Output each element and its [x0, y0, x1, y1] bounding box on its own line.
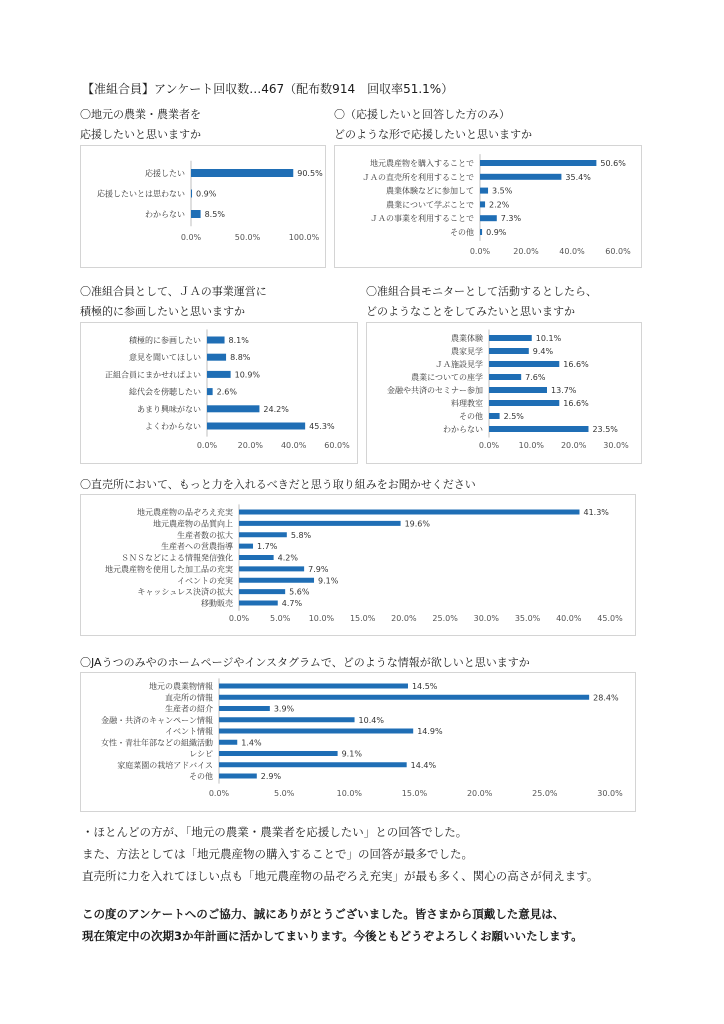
chart-4-category-label: 農家見学 [451, 347, 483, 356]
chart-6-data-label: 9.1% [341, 749, 362, 759]
chart-2-bar [480, 160, 596, 166]
chart-5-tick-label: 45.0% [597, 614, 623, 623]
chart-3-tick-label: 0.0% [196, 441, 218, 450]
chart-5-bar [239, 589, 285, 594]
chart-5-tick-label: 30.0% [473, 614, 500, 623]
chart-5-bar [239, 601, 278, 606]
chart-6-tick-label: 25.0% [532, 789, 558, 798]
chart-1-bar [191, 210, 201, 218]
question-4-line-1: 〇准組合員モニターとして活動するとしたら、 [366, 285, 597, 298]
chart-6-data-label: 2.9% [260, 772, 282, 781]
thanks-line-1: この度のアンケートへのご協力、誠にありがとうございました。皆さまから頂戴した意見は、 [82, 907, 565, 921]
chart-5-tick-label: 5.0% [270, 614, 291, 623]
chart-1-tick-label: 0.0% [180, 233, 202, 242]
chart-5-tick-label: 10.0% [308, 614, 335, 623]
chart-5-tick-label: 20.0% [391, 614, 417, 623]
chart-6-tick-label: 0.0% [208, 789, 230, 798]
chart-6-bar [219, 751, 338, 756]
chart-5-data-label: 7.9% [308, 564, 329, 574]
chart-1-tick-label: 50.0% [234, 233, 261, 242]
chart-6-data-label: 14.4% [410, 760, 437, 770]
chart-6-data-label: 10.4% [358, 715, 384, 725]
chart-6-bar [219, 706, 270, 711]
chart-3-data-label: 45.3% [309, 422, 335, 431]
chart-6-tick-label: 20.0% [466, 789, 493, 798]
chart-4-bar [489, 387, 547, 393]
chart-4-bar [489, 335, 532, 341]
chart-5-category-label: 移動販売 [201, 599, 233, 608]
chart-3-data-label: 8.8% [230, 353, 251, 363]
chart-6-data-label: 14.5% [411, 682, 438, 691]
chart-4-data-label: 13.7% [550, 386, 577, 395]
chart-5-category-label: 生産者への営農指導 [161, 542, 233, 552]
chart-2-data-label: 50.6% [600, 159, 626, 168]
chart-5-category-label: 生産者数の拡大 [177, 530, 233, 540]
chart-4-data-label: 7.6% [525, 373, 546, 382]
chart-4-data-label: 16.6% [563, 360, 589, 369]
summary-line-2: また、方法としては「地元農産物の購入することで」の回答が最多でした。 [82, 847, 473, 861]
chart-2-data-label: 35.4% [565, 172, 591, 182]
chart-4-category-label: 農業体験 [451, 334, 483, 343]
chart-6-tick-label: 5.0% [274, 789, 295, 798]
chart-1-tick-label: 100.0% [288, 233, 320, 242]
chart-1-bar [191, 169, 293, 177]
chart-2-category-label: ＪＡの直売所を利用することで [362, 172, 474, 182]
question-5: 〇直売所において、もっと力を入れるべきだと思う取り組みをお聞かせください [80, 478, 476, 491]
chart-2-tick-label: 0.0% [469, 247, 491, 256]
chart-2-data-label: 3.5% [492, 186, 513, 196]
chart-2-category-label: 農業体験などに参加して [386, 186, 474, 196]
chart-6-category-label: 生産者の紹介 [165, 704, 213, 714]
chart-5-bar [239, 544, 253, 549]
chart-2-data-label: 0.9% [486, 228, 507, 237]
chart-3-bar [207, 423, 305, 430]
chart-3-data-label: 24.2% [263, 404, 289, 414]
chart-6-bar [219, 717, 355, 722]
chart-3-category-label: あまり興味がない [137, 404, 201, 414]
chart-6-category-label: 地元の農業物情報 [149, 682, 213, 691]
chart-3-data-label: 10.9% [234, 370, 261, 380]
question-3-line-2: 積極的に参画したいと思いますか [80, 305, 245, 318]
chart-2-bar [480, 229, 482, 235]
chart-5-tick-label: 35.0% [514, 614, 541, 623]
chart-3-bar [207, 405, 259, 412]
chart-4-data-label: 2.5% [503, 412, 524, 421]
chart-5-tick-label: 25.0% [432, 614, 458, 623]
chart-1-category-label: 応援したい [145, 169, 185, 178]
chart-1-category-label: 応援したいとは思わない [97, 189, 185, 199]
chart-5-data-label: 4.7% [281, 599, 303, 608]
chart-5-bar [239, 555, 274, 560]
chart-4-bar [489, 361, 559, 367]
chart-5-data-label: 4.2% [277, 553, 298, 563]
chart-5-category-label: 地元農産物を使用した加工品の充実 [105, 564, 233, 574]
chart-6-bar [219, 762, 407, 767]
chart-2-data-label: 7.3% [500, 214, 522, 224]
chart-5-bar [239, 566, 304, 571]
chart-3-category-label: 積極的に参画したい [129, 336, 201, 345]
chart-6-data-label: 3.9% [273, 704, 295, 714]
chart-6-data-label: 1.4% [241, 738, 262, 748]
chart-3-tick-label: 60.0% [324, 441, 350, 450]
chart-1-bar [191, 190, 192, 198]
question-2-line-1: 〇（応援したいと回答した方のみ） [334, 108, 510, 121]
chart-3-tick-label: 40.0% [280, 441, 307, 450]
chart-5-data-label: 5.6% [289, 587, 310, 597]
chart-3-bar [207, 337, 225, 344]
chart-1-data-label: 0.9% [196, 189, 217, 199]
thanks-line-2: 現在策定中の次期3か年計画に活かしてまいります。今後ともどうぞよろしくお願いいたします。 [82, 929, 583, 943]
chart-4-category-label: ＪＡ施設見学 [435, 360, 483, 369]
chart-1-category-label: わからない [145, 210, 185, 219]
chart-6-category-label: 金融・共済のキャンペーン情報 [101, 715, 213, 725]
chart-5-category-label: イベントの充実 [177, 576, 233, 586]
chart-5-bar [239, 510, 579, 515]
chart-3-category-label: 総代会を傍聴したい [129, 387, 201, 397]
chart-6-tick-label: 15.0% [401, 789, 428, 798]
chart-4-category-label: 料理教室 [451, 399, 483, 408]
chart-5-tick-label: 15.0% [349, 614, 376, 623]
chart-4-category-label: わからない [443, 425, 483, 434]
chart-4-tick-label: 10.0% [518, 441, 545, 450]
summary-line-1: ・ほとんどの方が、「地元の農業・農業者を応援したい」との回答でした。 [82, 825, 468, 839]
chart-3-data-label: 8.1% [228, 336, 249, 345]
chart-4-category-label: 金融や共済のセミナー参加 [387, 386, 483, 395]
chart-2-category-label: 地元農産物を購入することで [370, 159, 474, 168]
chart-5-bar [239, 521, 401, 526]
chart-5-data-label: 9.1% [318, 576, 339, 586]
chart-4-tick-label: 30.0% [603, 441, 629, 450]
chart-5-data-label: 5.8% [290, 530, 312, 540]
chart-6-category-label: イベント情報 [165, 727, 213, 736]
chart-2-bar [480, 215, 497, 221]
chart-6-tick-label: 10.0% [336, 789, 363, 798]
chart-5-data-label: 19.6% [404, 519, 431, 529]
chart-5-bar [239, 578, 314, 583]
chart-4-bar [489, 400, 559, 406]
chart-2-bar [480, 201, 485, 207]
chart-4-bar [489, 426, 588, 432]
chart-3-category-label: よくわからない [145, 422, 201, 431]
chart-6-data-label: 28.4% [593, 693, 619, 703]
chart-3-data-label: 2.6% [216, 387, 237, 397]
chart-6-category-label: 家庭菜園の栽培アドバイス [117, 760, 213, 770]
chart-6-data-label: 14.9% [417, 727, 443, 736]
chart-4-data-label: 23.5% [592, 425, 618, 434]
chart-6-bar [219, 684, 408, 689]
chart-3-bar [207, 371, 231, 378]
chart-2-bar [480, 174, 561, 180]
chart-6-bar [219, 740, 237, 745]
chart-6-bar [219, 729, 413, 734]
chart-5-tick-label: 0.0% [228, 614, 250, 623]
chart-2-data-label: 2.2% [489, 200, 510, 210]
chart-5-category-label: 地元農産物の品ぞろえ充実 [137, 508, 233, 517]
question-1-line-2: 応援したいと思いますか [80, 128, 201, 141]
chart-2-bar [480, 188, 488, 194]
chart-5-category-label: キャッシュレス決済の拡大 [137, 587, 233, 597]
chart-5-tick-label: 40.0% [556, 614, 582, 623]
chart-3-bar [207, 354, 226, 361]
chart-4-bar [489, 413, 500, 419]
chart-6-bar [219, 695, 589, 700]
chart-5-data-label: 1.7% [257, 542, 278, 552]
chart-2-category-label: ＪＡの事業を利用することで [370, 214, 474, 224]
chart-3-tick-label: 20.0% [237, 441, 264, 450]
chart-1-data-label: 90.5% [297, 169, 323, 178]
chart-2-tick-label: 60.0% [605, 247, 631, 256]
chart-3-category-label: 正組合員にまかせればよい [105, 370, 201, 380]
chart-4-tick-label: 20.0% [560, 441, 587, 450]
chart-5-category-label: 地元農産物の品質向上 [153, 519, 233, 529]
question-1-line-1: 〇地元の農業・農業者を [80, 108, 201, 121]
chart-2-tick-label: 20.0% [513, 247, 539, 256]
question-6: 〇JAうつのみやのホームページやインスタグラムで、どのような情報が欲しいと思いますか [80, 656, 530, 669]
chart-6-category-label: 直売所の情報 [165, 693, 213, 703]
chart-4-data-label: 16.6% [563, 399, 589, 408]
chart-4-category-label: その他 [459, 412, 483, 421]
chart-6-category-label: その他 [189, 772, 213, 781]
chart-4-data-label: 9.4% [532, 347, 554, 356]
chart-4-data-label: 10.1% [535, 334, 562, 343]
summary-line-3: 直売所に力を入れてほしい点も「地元農産物の品ぞろえ充実」が最も多く、関心の高さが伺えます。 [82, 869, 599, 883]
chart-2-tick-label: 40.0% [559, 247, 585, 256]
chart-1-data-label: 8.5% [204, 210, 225, 219]
chart-3-bar [207, 388, 213, 395]
chart-6-bar [219, 774, 257, 779]
chart-4-bar [489, 348, 529, 354]
question-3-line-1: 〇准組合員として、ＪＡの事業運営に [80, 285, 267, 298]
chart-2-category-label: その他 [450, 228, 474, 237]
chart-5-category-label: ＳＮＳなどによる情報発信強化 [121, 553, 233, 563]
chart-6-category-label: 女性・青壮年部などの組織活動 [101, 738, 213, 748]
chart-3-category-label: 意見を聞いてほしい [129, 353, 201, 363]
chart-4-bar [489, 374, 521, 380]
chart-6-category-label: レシピ [189, 749, 213, 759]
chart-4-category-label: 農業についての座学 [411, 373, 483, 382]
chart-5-bar [239, 532, 287, 537]
chart-6-tick-label: 30.0% [597, 789, 623, 798]
chart-2-category-label: 農業について学ぶことで [386, 200, 474, 210]
chart-4-tick-label: 0.0% [478, 441, 500, 450]
question-4-line-2: どのようなことをしてみたいと思いますか [366, 305, 575, 318]
question-2-line-2: どのような形で応援したいと思いますか [334, 128, 532, 141]
survey-header: 【准組合員】アンケート回収数…467（配布数914 回収率51.1%） [82, 82, 454, 96]
chart-5-data-label: 41.3% [583, 508, 609, 517]
